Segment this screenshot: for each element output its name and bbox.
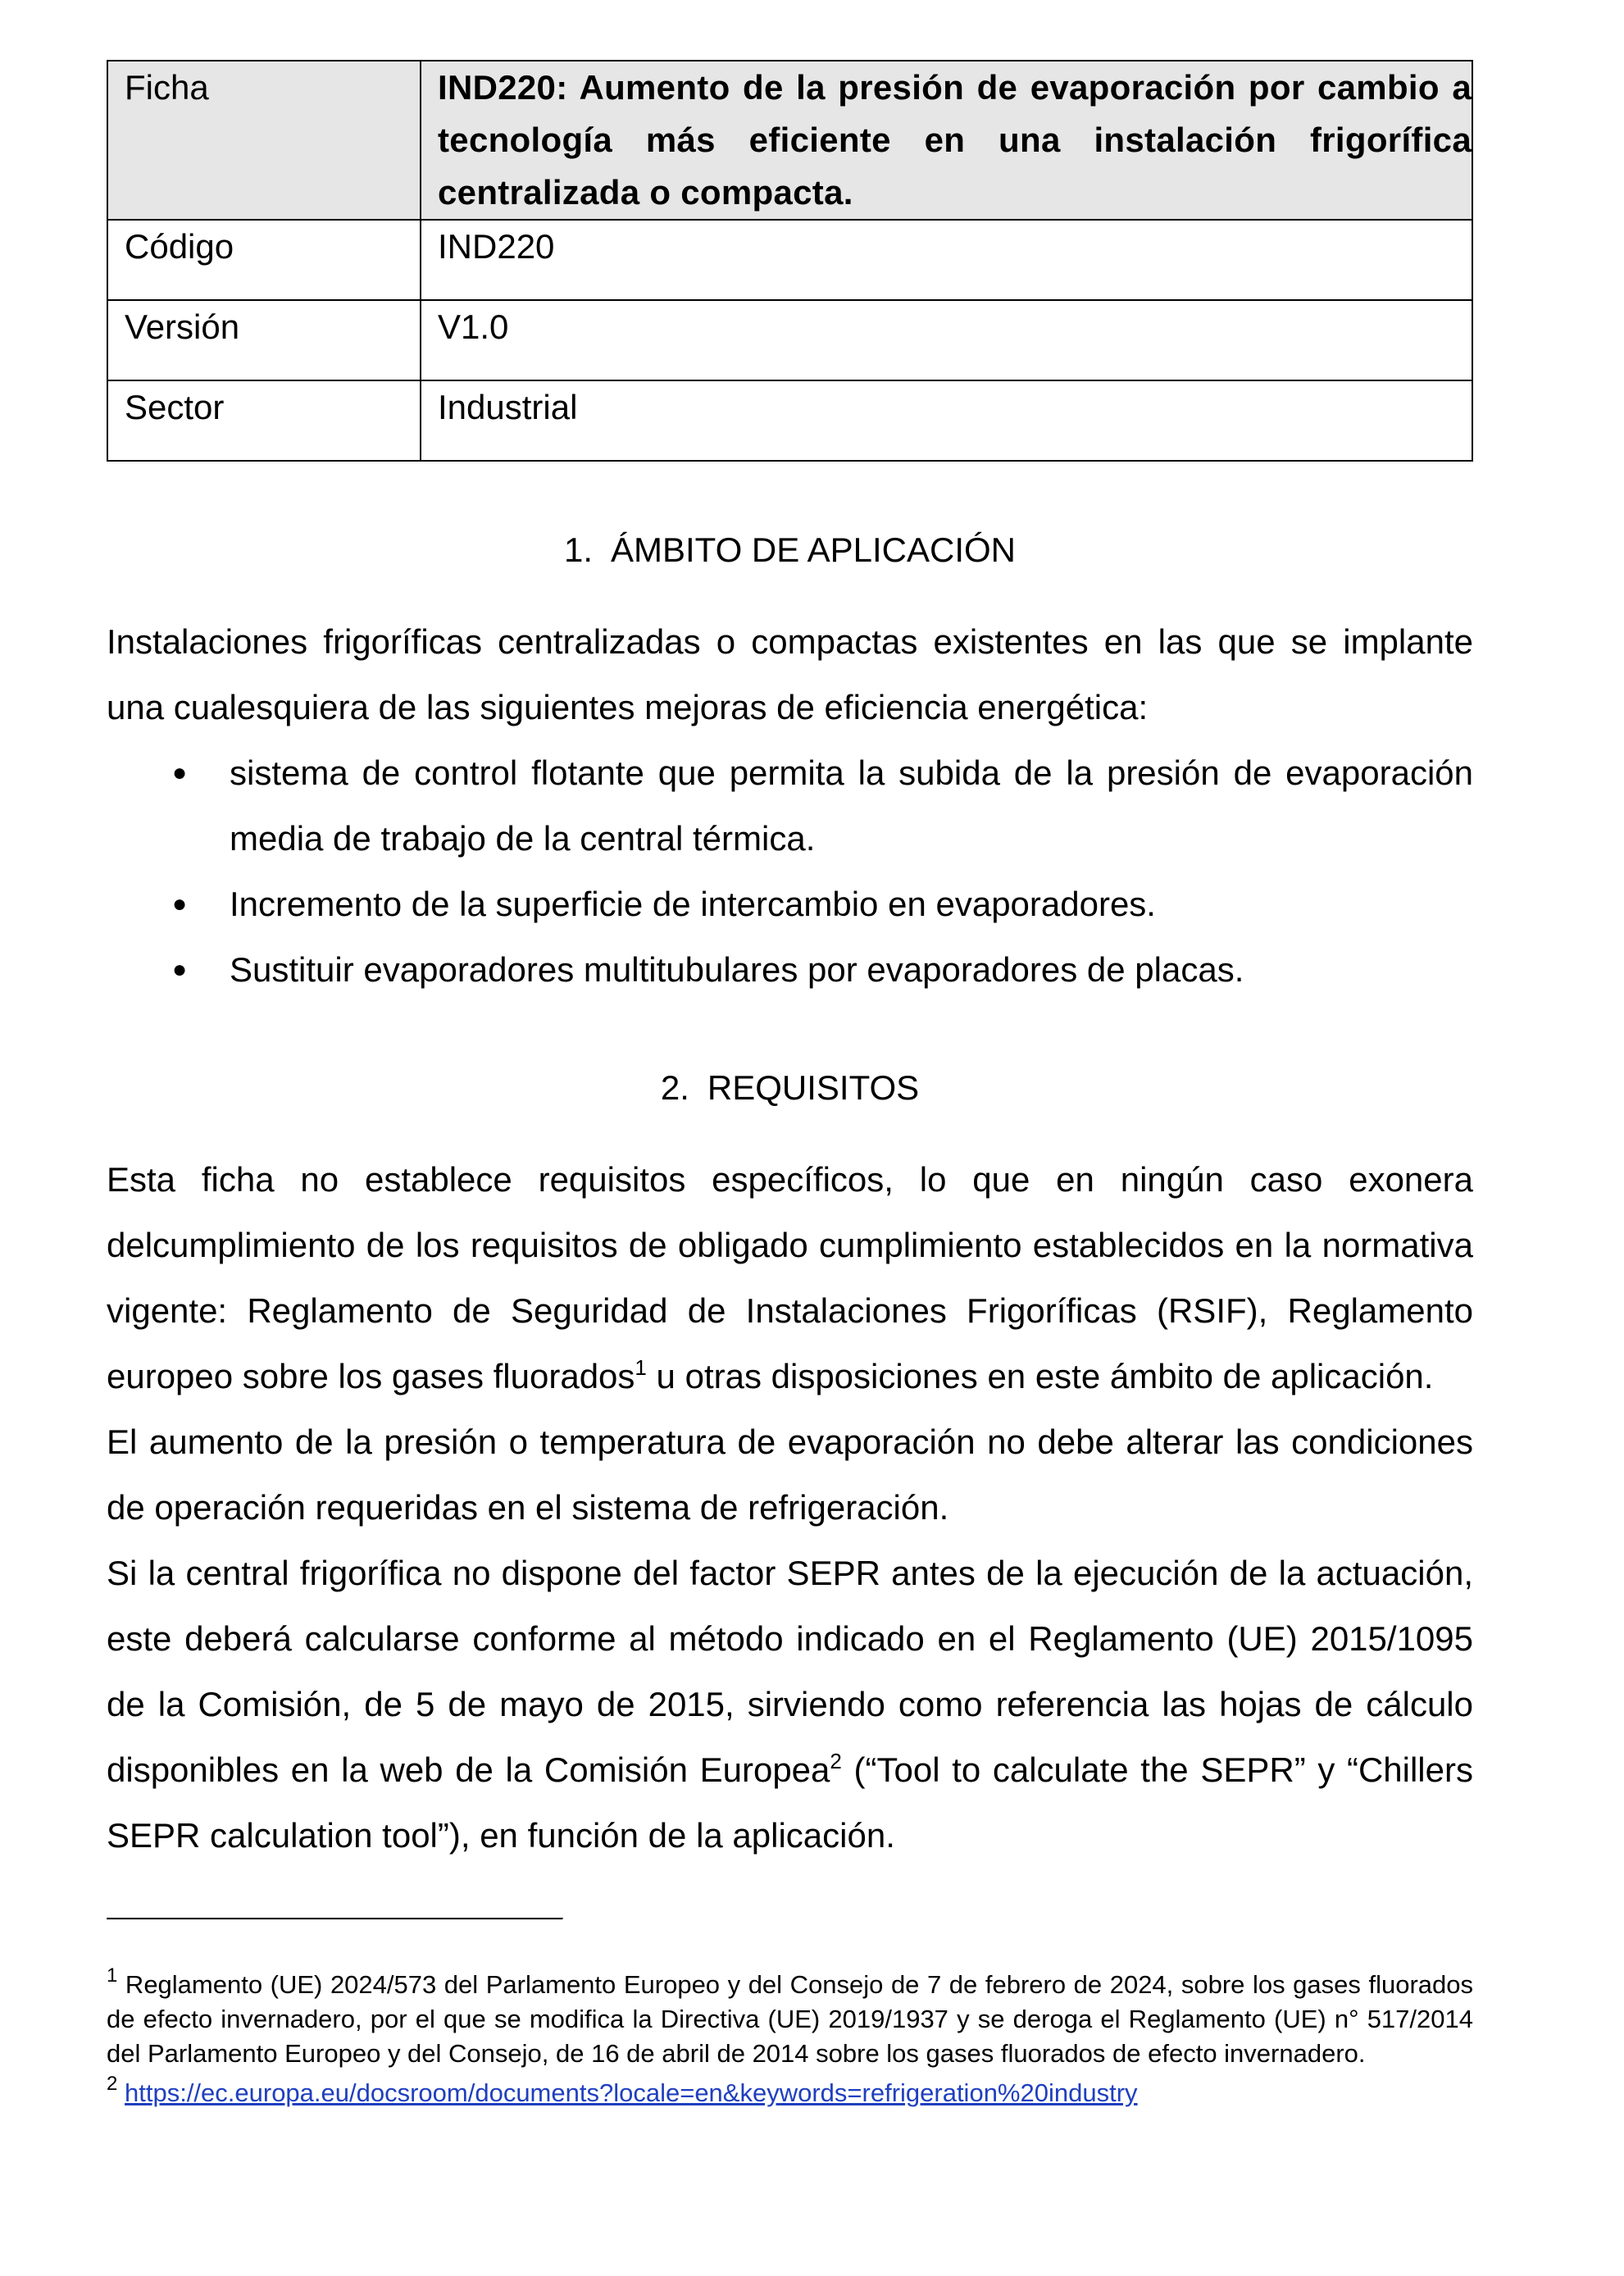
table-row-version [107, 300, 1472, 380]
paragraph-text: (“Tool to calculate the SEPR” y “Chillers SEPR calculation tool”), en función de la aplicación. [107, 1750, 1473, 1855]
section-1-number: 1. [563, 530, 593, 569]
section-1-title: ÁMBITO DE APLICACIÓN [611, 530, 1017, 569]
footnote-link[interactable]: https://ec.europa.eu/docsroom/documents?locale=en&keywords=refrigeration%20industry [124, 2078, 1138, 2107]
bullet-icon: ● [172, 890, 188, 917]
list-item [107, 872, 1473, 937]
footnote-text: Reglamento (UE) 2024/573 del Parlamento Europeo y del Consejo de 7 de febrero de 2024, sobre los gases fluorados de efecto invernadero, por el que se modifica la Directiva (UE) 2019/1937 y se deroga el Reglamento (UE) n° 517/2014 del Parlamento Europeo y del Consejo, de 16 de abril de 2014 sobre los gases fluorados de efecto invernadero. [107, 1970, 1473, 2068]
bullet-icon: ● [172, 956, 188, 983]
section-2-paragraph-3 [107, 1541, 1473, 1869]
codigo-label: Código [107, 220, 421, 300]
footnote-ref-2: 2 [830, 1749, 842, 1773]
codigo-value: IND220 [421, 220, 1472, 300]
footnote-1 [107, 1964, 1473, 2071]
paragraph-text: Esta ficha no establece requisitos específicos, lo que en ningún caso exonera delcumplimiento de los requisitos de obligado cumplimiento establecidos en la normativa vigente: Reglamento de Seguridad de Instalaciones Frigoríficas (RSIF), Reglamento europeo sobre los gases fluorados [107, 1160, 1473, 1395]
ficha-title: IND220: Aumento de la presión de evaporación por cambio a tecnología más eficiente en una instalación frigorífica centralizada o compacta. [421, 61, 1472, 220]
version-value: V1.0 [421, 300, 1472, 380]
footnote-ref-1: 1 [635, 1355, 647, 1380]
section-1-intro: Instalaciones frigoríficas centralizadas o compactas existentes en las que se implante una cualesquiera de las siguientes mejoras de eficiencia energética: [107, 622, 1473, 726]
ficha-label: Ficha [107, 61, 421, 220]
section-2-number: 2. [660, 1068, 689, 1107]
section-2-heading [107, 1062, 1473, 1114]
footnote-2 [107, 2073, 1473, 2110]
paragraph-text: Si la central frigorífica no dispone del factor SEPR antes de la ejecución de la actuación, este deberá calcularse conforme al método indicado en el Reglamento (UE) 2015/1095 de la Comisión, de 5 de mayo de 2015, sirviendo como referencia las hojas de cálculo disponibles en la web de la Comisión Europea [107, 1554, 1473, 1789]
section-1-bullet-list [107, 740, 1473, 1003]
sector-label: Sector [107, 380, 421, 461]
section-2-title: REQUISITOS [707, 1068, 920, 1107]
list-item [107, 937, 1473, 1003]
bullet-icon: ● [172, 759, 188, 786]
bullet-text: sistema de control flotante que permita la subida de la presión de evaporación media de trabajo de la central térmica. [230, 753, 1473, 858]
table-row-ficha [107, 61, 1472, 220]
version-label: Versión [107, 300, 421, 380]
footnote-separator [107, 1918, 563, 1920]
table-row-sector [107, 380, 1472, 461]
list-item [107, 740, 1473, 872]
footnote-mark: 1 [107, 1964, 118, 1987]
footnote-mark: 2 [107, 2073, 118, 2095]
paragraph-text: u otras disposiciones en este ámbito de aplicación. [646, 1357, 1434, 1395]
bullet-text: Incremento de la superficie de intercambio en evaporadores. [230, 885, 1156, 923]
sector-value: Industrial [421, 380, 1472, 461]
ficha-table [107, 60, 1473, 462]
bullet-text: Sustituir evaporadores multitubulares por evaporadores de placas. [230, 950, 1244, 989]
document-page [107, 60, 1473, 2110]
section-2-paragraph-1 [107, 1147, 1473, 1409]
table-row-codigo [107, 220, 1472, 300]
section-1-heading [107, 524, 1473, 576]
section-2-paragraph-2: El aumento de la presión o temperatura de evaporación no debe alterar las condiciones de operación requeridas en el sistema de refrigeración. [107, 1422, 1473, 1527]
